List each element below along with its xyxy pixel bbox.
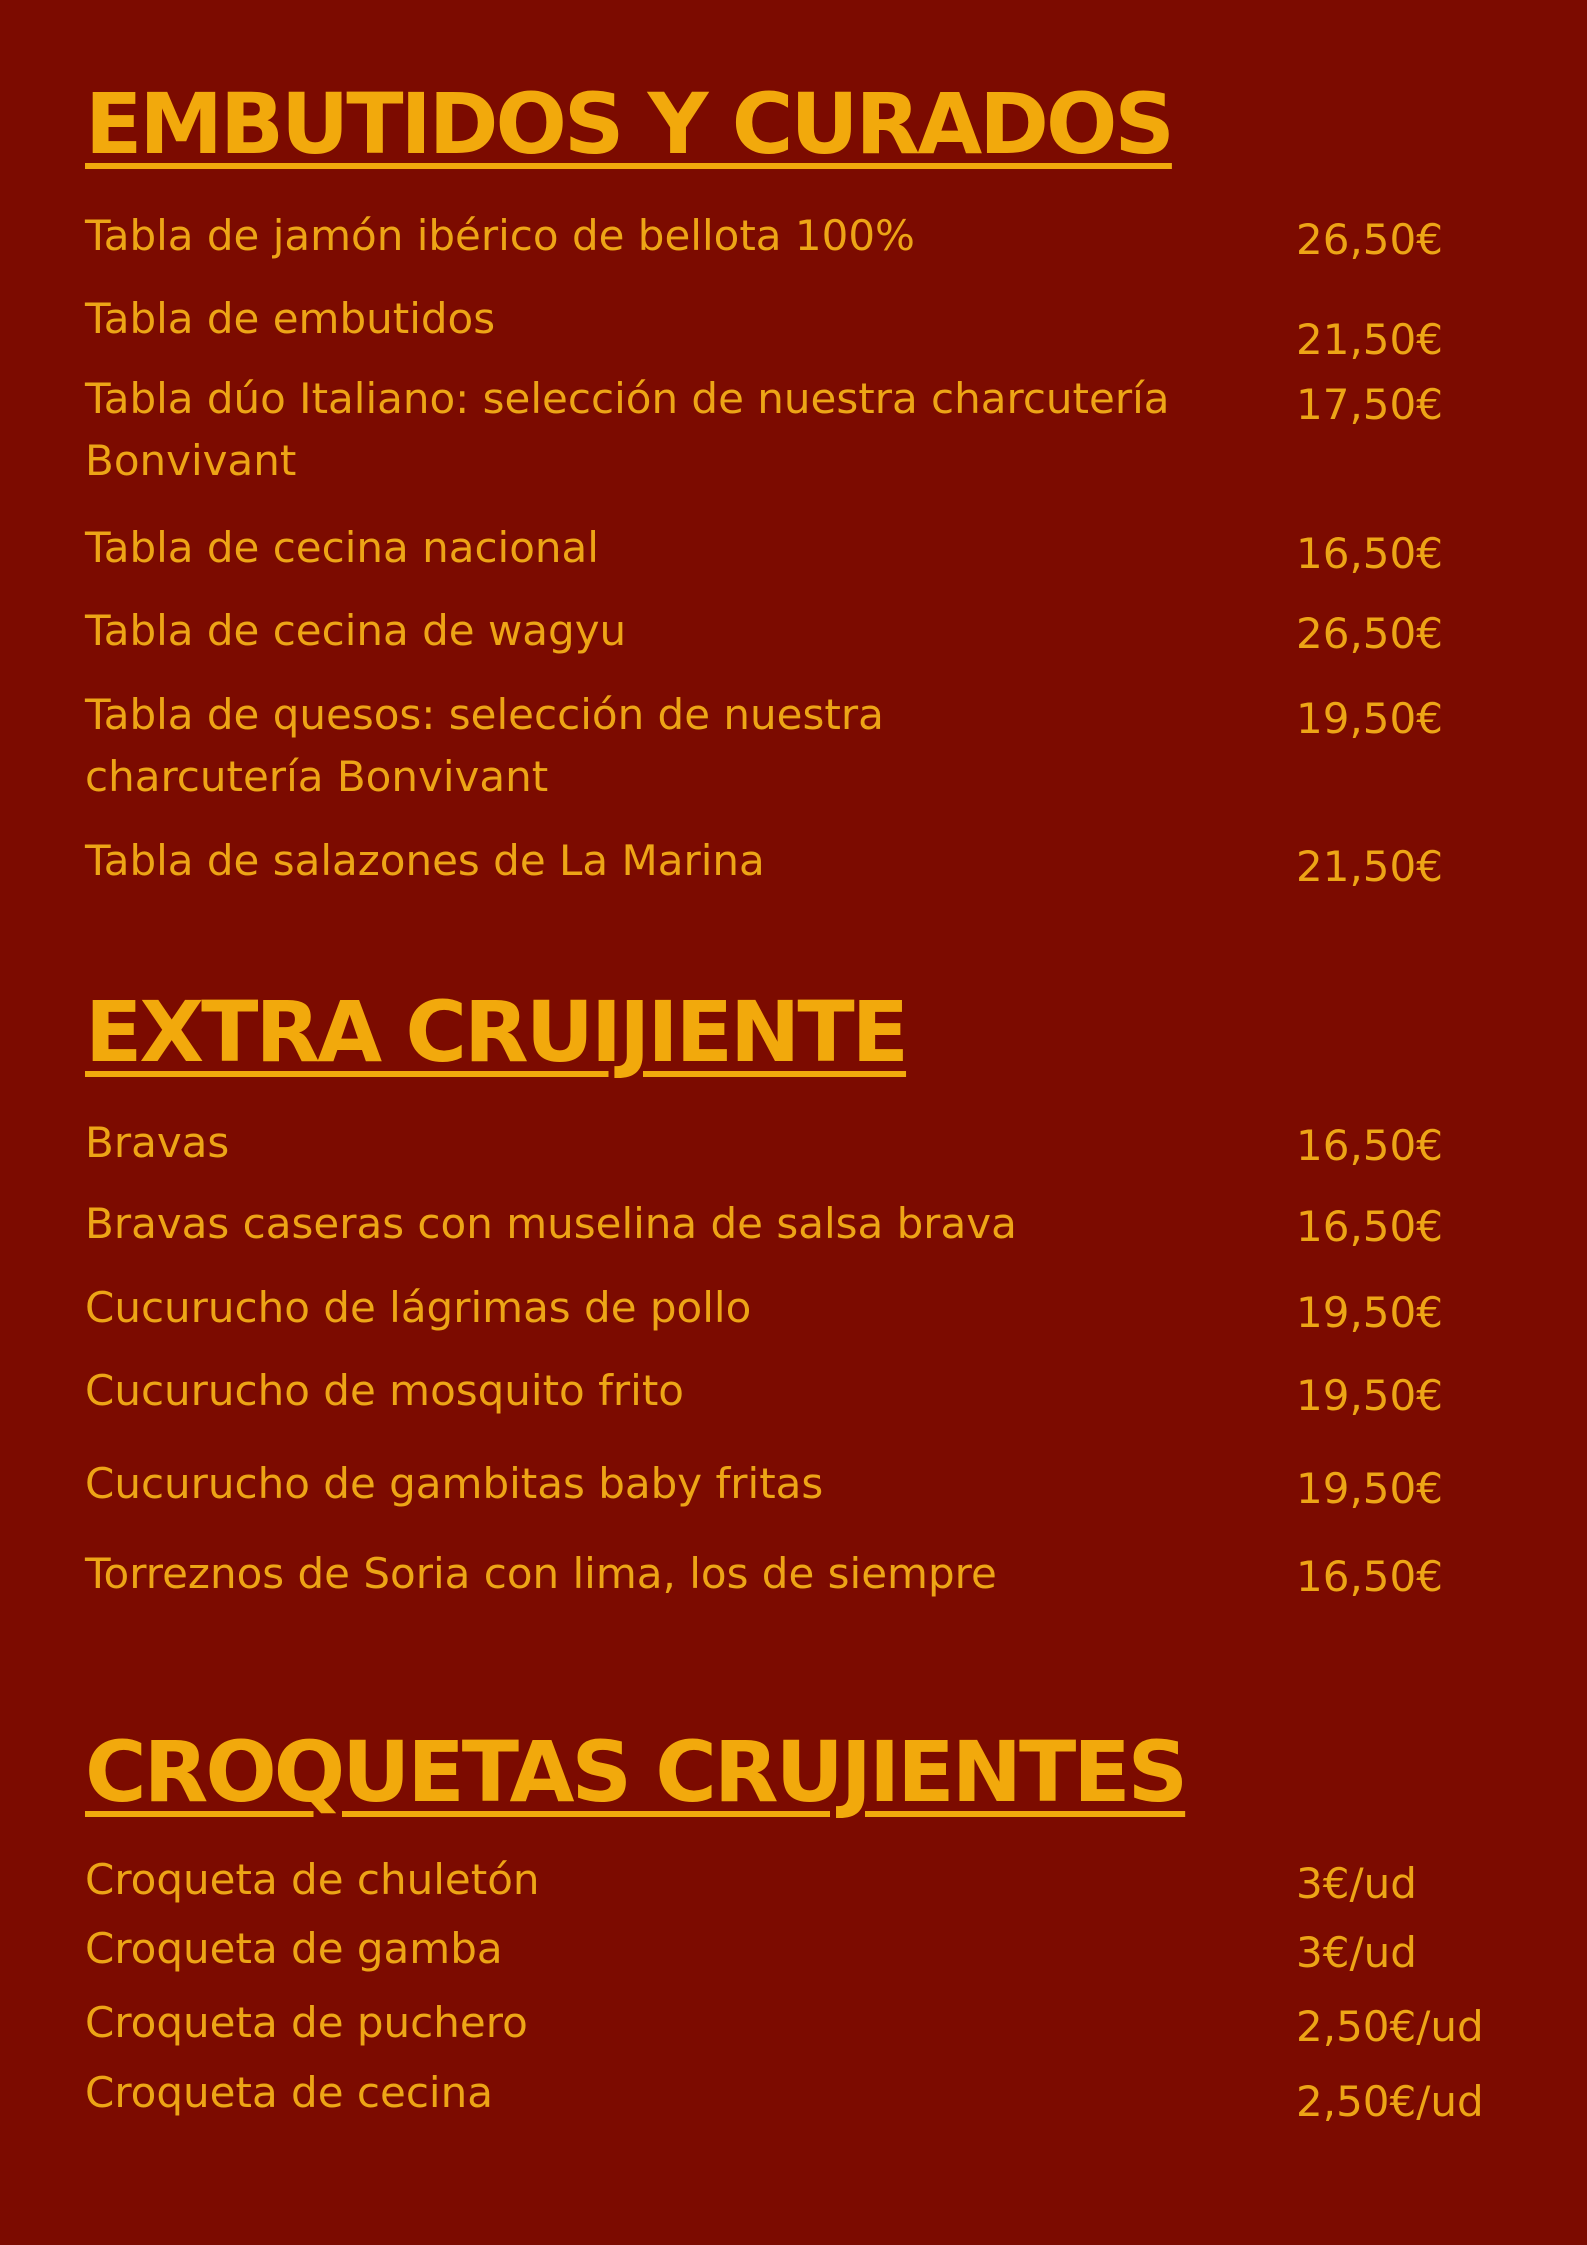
item-price: 19,50€ (1296, 1371, 1443, 1420)
item-price: 17,50€ (1296, 380, 1443, 429)
item-name: Tabla de salazones de La Marina (85, 836, 765, 885)
item-price: 21,50€ (1296, 842, 1443, 891)
item-price: 16,50€ (1296, 1202, 1443, 1251)
item-price: 26,50€ (1296, 609, 1443, 658)
item-name-line2: Bonvivant (85, 436, 297, 485)
item-price: 21,50€ (1296, 315, 1443, 364)
item-price: 3€/ud (1296, 1928, 1417, 1977)
section-title-croquetas: CROQUETAS CRUJIENTES (85, 1723, 1186, 1821)
item-name-line1: Tabla dúo Italiano: selección de nuestra charcutería (85, 374, 1170, 423)
item-price: 16,50€ (1296, 529, 1443, 578)
item-price: 2,50€/ud (1296, 2002, 1484, 2051)
item-name: Tabla de cecina de wagyu (85, 606, 627, 655)
item-name: Croqueta de puchero (85, 1998, 528, 2047)
section-title-embutidos: EMBUTIDOS Y CURADOS (85, 75, 1172, 173)
item-name: Torreznos de Soria con lima, los de siempre (85, 1549, 997, 1598)
item-name: Tabla de jamón ibérico de bellota 100% (85, 211, 915, 260)
item-price: 19,50€ (1296, 1464, 1443, 1513)
item-name-line2: charcutería Bonvivant (85, 752, 549, 801)
item-name: Bravas caseras con muselina de salsa brava (85, 1199, 1017, 1248)
item-price: 2,50€/ud (1296, 2077, 1484, 2126)
item-name: Croqueta de chuletón (85, 1855, 540, 1904)
item-name-line1: Tabla de quesos: selección de nuestra (85, 690, 884, 739)
item-price: 3€/ud (1296, 1859, 1417, 1908)
item-name: Cucurucho de mosquito frito (85, 1366, 684, 1415)
item-name: Bravas (85, 1118, 230, 1167)
item-name: Croqueta de gamba (85, 1924, 503, 1973)
item-name: Croqueta de cecina (85, 2068, 493, 2117)
section-title-extra-cruijiente: EXTRA CRUIJIENTE (85, 983, 907, 1081)
item-price: 19,50€ (1296, 1288, 1443, 1337)
item-price: 16,50€ (1296, 1121, 1443, 1170)
item-price: 26,50€ (1296, 215, 1443, 264)
item-price: 16,50€ (1296, 1552, 1443, 1601)
item-price: 19,50€ (1296, 694, 1443, 743)
item-name: Tabla de cecina nacional (85, 523, 599, 572)
item-name: Tabla de embutidos (85, 294, 496, 343)
item-name: Cucurucho de lágrimas de pollo (85, 1283, 752, 1332)
item-name: Cucurucho de gambitas baby fritas (85, 1459, 824, 1508)
